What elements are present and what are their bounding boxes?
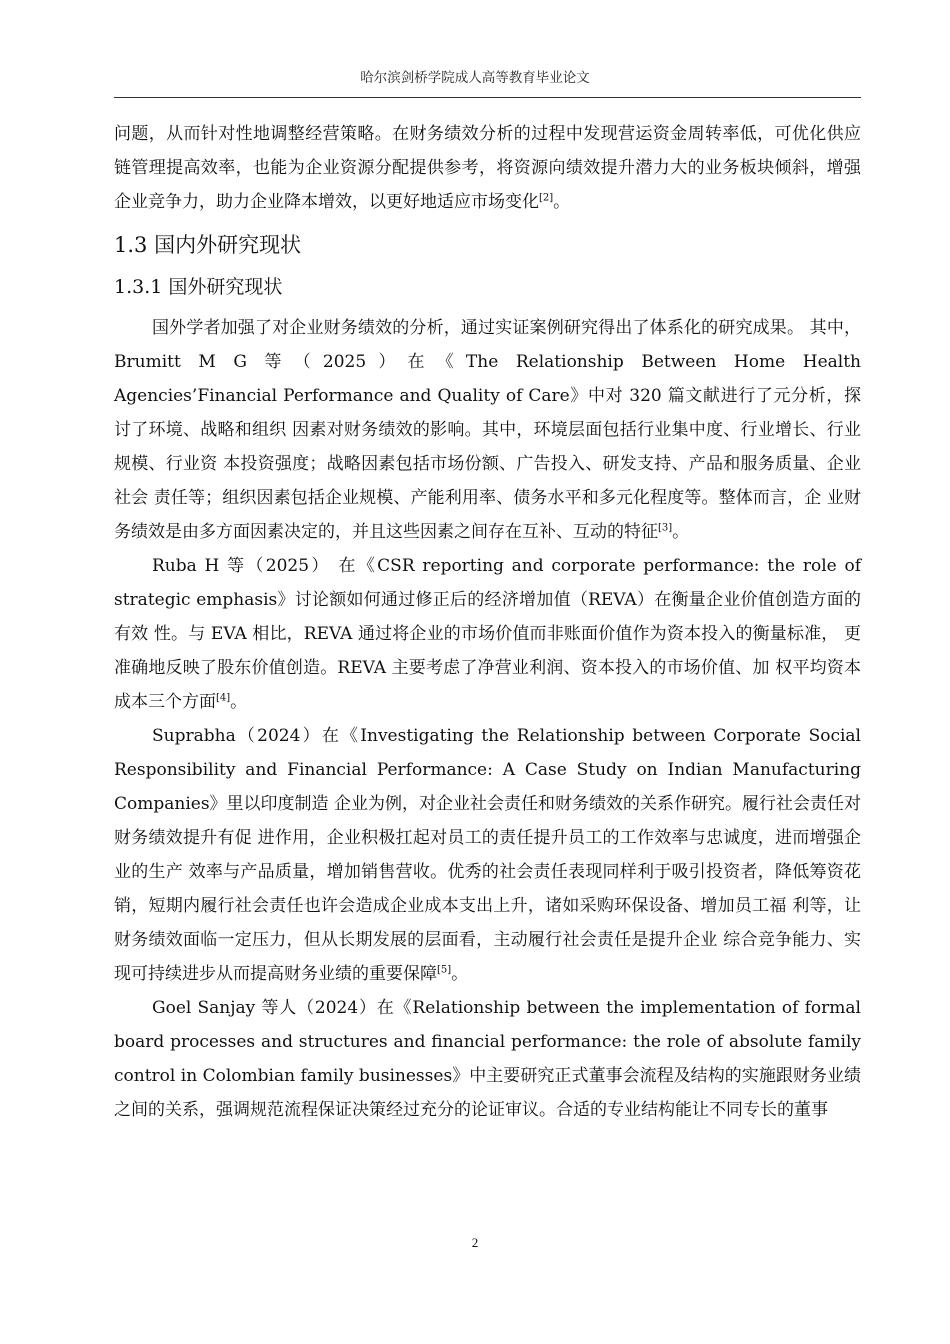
paragraph-text: 国外学者加强了对企业财务绩效的分析，通过实证案例研究得出了体系化的研究成果。 其中，Brumitt M G 等（2025）在《The Relationship Between Home Health Agencies’Financial Performance and Quality of Care》中对 320 篇文献进行了元分析，探讨了环境、战略和组织 因素对财务绩效的影响。其中，环境层面包括行业集中度、行业增长、行业规模、行业资 本投资强度；战略因素包括市场份额、广告投入、研发支持、产品和服务质量、企业社会 责任等；组织因素包括企业规模、产能利用率、债务水平和多元化程度等。整体而言，企 业财务绩效是由多方面因素决定的，并且这些因素之间存在互补、互动的特征 [114, 318, 861, 542]
running-header: 哈尔滨剑桥学院成人高等教育毕业论文 [360, 70, 590, 86]
paragraph-ruba [114, 549, 861, 719]
citation-ref: [5] [437, 964, 452, 976]
page-number: 2 [471, 1235, 479, 1250]
citation-ref: [2] [539, 192, 554, 204]
paragraph-text: Ruba H 等（2025） 在《CSR reporting and corporate performance: the role of strategic emphasis》讨论额如何通过修正后的经济增加值（REVA）在衡量企业价值创造方面的有效 性。与 EVA 相比，REVA 通过将企业的市场价值而非账面价值作为资本投入的衡量标准， 更准确地反映了股东价值创造。REVA 主要考虑了净营业利润、资本投入的市场价值、加 权平均资本成本三个方面 [114, 556, 861, 712]
citation-ref: [4] [216, 692, 231, 704]
paragraph-end: 。 [230, 692, 248, 712]
citation-ref: [3] [658, 522, 673, 534]
paragraph-text: 问题，从而针对性地调整经营策略。在财务绩效分析的过程中发现营运资金周转率低，可优化供应链管理提高效率，也能为企业资源分配提供参考，将资源向绩效提升潜力大的业务板块倾斜，增强企业竞争力，助力企业降本增效，以更好地适应市场变化 [114, 124, 861, 212]
header-rule [114, 97, 861, 98]
paragraph-text: Suprabha（2024）在《Investigating the Relationship between Corporate Social Responsibility and Financial Performance: A Case Study on Indian Manufacturing Companies》里以印度制造 企业为例，对企业社会责任和财务绩效的关系作研究。履行社会责任对财务绩效提升有促 进作用，企业积极扛起对员工的责任提升员工的工作效率与忠诚度，进而增强企业的生产 效率与产品质量，增加销售营收。优秀的社会责任表现同样利于吸引投资者，降低筹资花 销，短期内履行社会责任也许会造成企业成本支出上升，诸如采购环保设备、增加员工福 利等，让财务绩效面临一定压力，但从长期发展的层面看，主动履行社会责任是提升企业 综合竞争能力、实现可持续进步从而提高财务业绩的重要保障 [114, 726, 861, 984]
paragraph-goel [114, 991, 861, 1127]
section-heading-1-3-1: 1.3.1 国外研究现状 [114, 276, 283, 298]
paragraph-text: Goel Sanjay 等人（2024）在《Relationship between the implementation of formal board processes and structures and financial performance: the role of absolute family control in Colombian family businesses》中主要研究正式董事会流程及结构的实施跟财务业绩之间的关系，强调规范流程保证决策经过充分的论证审议。合适的专业结构能让不同专长的董事 [114, 998, 861, 1120]
paragraph-end: 。 [672, 522, 690, 542]
paragraph-suprabha [114, 719, 861, 991]
paragraph-continuation [114, 117, 861, 219]
paragraph-brumitt [114, 311, 861, 549]
paragraph-end: 。 [451, 964, 469, 984]
section-heading-1-3: 1.3 国内外研究现状 [114, 233, 302, 257]
page-body [114, 117, 861, 1127]
paragraph-end: 。 [553, 192, 571, 212]
